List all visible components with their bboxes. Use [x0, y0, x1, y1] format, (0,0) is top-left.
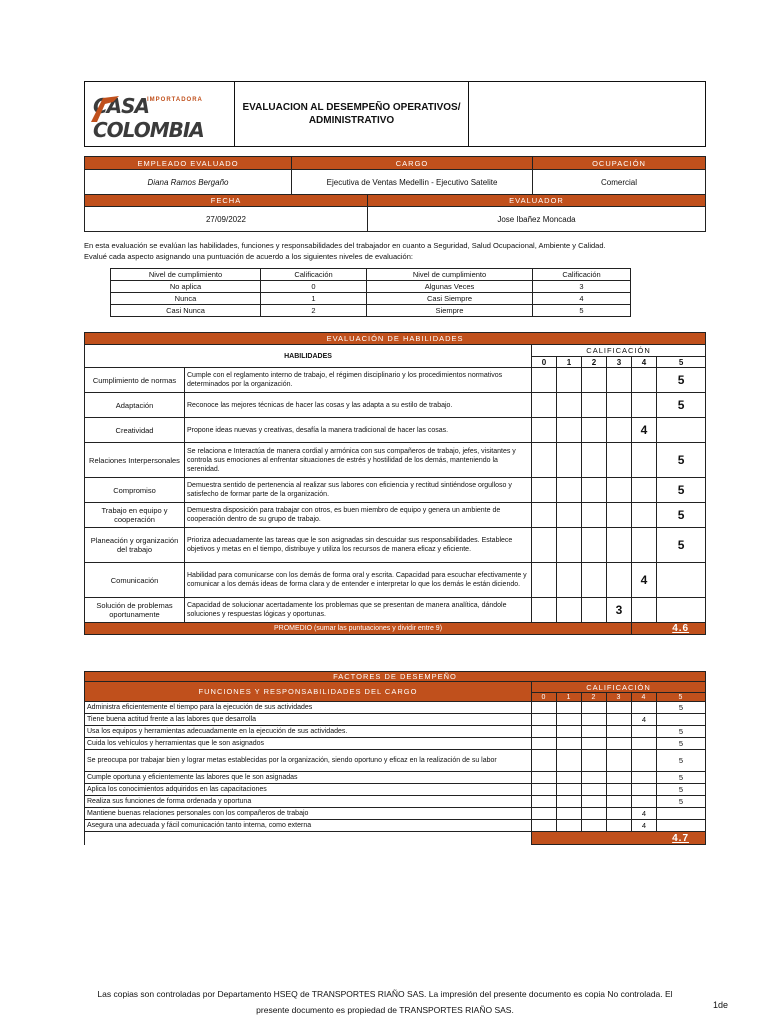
factor-row	[85, 808, 706, 820]
factor-desc: Asegura una adecuada y fácil comunicación tanto interna, como externa	[85, 820, 532, 832]
scale-cell: No aplica	[111, 281, 261, 293]
score-header: 0	[532, 693, 557, 702]
score-cell	[557, 418, 582, 443]
score-cell	[557, 702, 582, 714]
score-cell: 3	[607, 598, 632, 623]
score-cell	[632, 503, 657, 528]
habilidad-row	[85, 393, 706, 418]
habilidad-name: Compromiso	[85, 478, 185, 503]
score-cell	[582, 714, 607, 726]
scale-header: Nivel de cumplimiento	[367, 269, 533, 281]
score-cell	[607, 772, 632, 784]
factor-row	[85, 784, 706, 796]
habilidad-row	[85, 563, 706, 598]
score-cell	[657, 598, 706, 623]
habilidad-row	[85, 503, 706, 528]
habilidades-col-title: HABILIDADES	[85, 345, 532, 368]
score-cell	[532, 784, 557, 796]
score-cell	[632, 750, 657, 772]
score-header: 4	[632, 357, 657, 368]
evaluador-label: EVALUADOR	[368, 195, 706, 207]
score-cell	[607, 738, 632, 750]
habilidad-desc: Capacidad de solucionar acertadamente los problemas que se presentan de manera analítica, dándole soluciones y respuestas lógicas y oportunas.	[185, 598, 532, 623]
score-cell	[582, 808, 607, 820]
factor-row	[85, 772, 706, 784]
factor-desc: Se preocupa por trabajar bien y lograr metas establecidas por la organización, siendo oportuno y eficaz en la realización de su labor	[85, 750, 532, 772]
score-cell	[582, 528, 607, 563]
scale-cell: Nunca	[111, 293, 261, 305]
cargo-label: CARGO	[292, 157, 533, 170]
score-cell	[557, 738, 582, 750]
factores-promedio-value: 4.7	[532, 832, 706, 845]
score-cell	[532, 368, 557, 393]
habilidad-desc: Demuestra disposición para trabajar con otros, es buen miembro de equipo y genera un ambiente de cooperación dentro de su grupo de trabajo.	[185, 503, 532, 528]
factor-desc: Tiene buena actitud frente a las labores que desarrolla	[85, 714, 532, 726]
score-cell	[532, 796, 557, 808]
habilidad-row	[85, 598, 706, 623]
score-cell	[557, 714, 582, 726]
score-cell	[657, 563, 706, 598]
score-cell	[582, 738, 607, 750]
logo-icon	[89, 92, 129, 124]
document-header	[84, 81, 706, 147]
scale-cell: Algunas Veces	[367, 281, 533, 293]
score-cell: 4	[632, 820, 657, 832]
score-cell: 5	[657, 368, 706, 393]
empleado-label: EMPLEADO EVALUADO	[85, 157, 292, 170]
score-cell	[532, 738, 557, 750]
score-cell	[557, 750, 582, 772]
score-cell: 5	[657, 772, 706, 784]
score-cell	[557, 808, 582, 820]
score-cell	[582, 393, 607, 418]
scale-cell: 0	[261, 281, 367, 293]
habilidad-name: Comunicación	[85, 563, 185, 598]
scale-cell: 4	[533, 293, 631, 305]
score-header: 3	[607, 357, 632, 368]
factor-desc: Mantiene buenas relaciones personales con los compañeros de trabajo	[85, 808, 532, 820]
score-header: 5	[657, 357, 706, 368]
score-cell	[532, 443, 557, 478]
score-cell	[532, 598, 557, 623]
scale-cell: 3	[533, 281, 631, 293]
score-header: 3	[607, 693, 632, 702]
score-cell	[582, 418, 607, 443]
score-cell	[582, 796, 607, 808]
habilidad-row	[85, 443, 706, 478]
score-cell	[532, 503, 557, 528]
score-cell	[582, 726, 607, 738]
score-cell	[582, 368, 607, 393]
score-cell: 5	[657, 702, 706, 714]
scale-cell: 1	[261, 293, 367, 305]
score-cell	[532, 772, 557, 784]
score-cell: 5	[657, 528, 706, 563]
score-cell	[632, 784, 657, 796]
score-cell	[557, 726, 582, 738]
ocupacion-label: OCUPACIÓN	[533, 157, 706, 170]
score-cell	[582, 784, 607, 796]
score-cell	[632, 796, 657, 808]
score-cell	[557, 368, 582, 393]
habilidad-name: Creatividad	[85, 418, 185, 443]
score-cell	[557, 528, 582, 563]
intro-text	[84, 240, 714, 262]
score-cell	[607, 443, 632, 478]
promedio-label: PROMEDIO (sumar las puntuaciones y dividir entre 9)	[85, 623, 632, 635]
score-cell	[532, 563, 557, 598]
score-cell	[632, 393, 657, 418]
factores-blank-cell	[85, 832, 532, 845]
score-cell	[557, 503, 582, 528]
score-cell	[582, 443, 607, 478]
habilidad-desc: Demuestra sentido de pertenencia al realizar sus labores con eficiencia y rectitud sintiéndose orgulloso y satisfecho de formar parte de la organización.	[185, 478, 532, 503]
score-header: 1	[557, 693, 582, 702]
page-number: 1de	[712, 1000, 728, 1010]
habilidad-desc: Prioriza adecuadamente las tareas que le son asignadas sin descuidar sus responsabilidades. Establece objetivos y metas en el tiempo, distribuye y utiliza los recursos de manera eficaz y eficiente.	[185, 528, 532, 563]
score-cell	[532, 702, 557, 714]
scale-header: Nivel de cumplimiento	[111, 269, 261, 281]
score-cell: 5	[657, 750, 706, 772]
habilidad-desc: Propone ideas nuevas y creativas, desafía la manera tradicional de hacer las cosas.	[185, 418, 532, 443]
scale-cell: Casi Siempre	[367, 293, 533, 305]
score-cell	[657, 418, 706, 443]
footer-line-1: Las copias son controladas por Departamento HSEQ de TRANSPORTES RIAÑO SAS. La impresión del presente documento es copia No controlada. El	[97, 989, 673, 999]
promedio-value: 4.6	[632, 623, 706, 635]
document-title: EVALUACION AL DESEMPEÑO OPERATIVOS/ ADMINISTRATIVO	[242, 102, 461, 126]
score-cell	[607, 563, 632, 598]
score-cell: 4	[632, 563, 657, 598]
score-cell: 5	[657, 503, 706, 528]
factores-col-title: FUNCIONES Y RESPONSABILIDADES DEL CARGO	[85, 682, 532, 702]
evaluador-value: Jose Ibañez Moncada	[368, 207, 706, 232]
habilidad-name: Cumplimiento de normas	[85, 368, 185, 393]
score-cell	[657, 820, 706, 832]
score-cell: 5	[657, 478, 706, 503]
score-cell	[532, 528, 557, 563]
score-cell	[582, 820, 607, 832]
score-header: 0	[532, 357, 557, 368]
habilidad-row	[85, 478, 706, 503]
habilidades-section-title: EVALUACIÓN DE HABILIDADES	[85, 333, 706, 345]
score-cell	[607, 368, 632, 393]
score-cell	[532, 808, 557, 820]
score-cell	[632, 368, 657, 393]
habilidad-row	[85, 418, 706, 443]
habilidades-table	[84, 332, 706, 635]
score-cell	[607, 528, 632, 563]
score-cell	[607, 726, 632, 738]
scale-cell: Casi Nunca	[111, 305, 261, 317]
score-cell	[532, 478, 557, 503]
score-header: 5	[657, 693, 706, 702]
factor-desc: Aplica los conocimientos adquiridos en las capacitaciones	[85, 784, 532, 796]
factor-desc: Cumple oportuna y eficientemente las labores que le son asignadas	[85, 772, 532, 784]
score-cell	[607, 820, 632, 832]
habilidad-desc: Cumple con el reglamento interno de trabajo, el régimen disciplinario y los procedimientos normativos determinados por la organización.	[185, 368, 532, 393]
score-header: 4	[632, 693, 657, 702]
intro-line-1: En esta evaluación se evalúan las habilidades, funciones y responsabilidades del trabajador en cuanto a Seguridad, Salud Ocupacional, Ambiente y Calidad.	[84, 241, 606, 250]
score-cell	[532, 750, 557, 772]
score-cell: 5	[657, 726, 706, 738]
score-cell	[632, 772, 657, 784]
score-header: 2	[582, 693, 607, 702]
fecha-value: 27/09/2022	[85, 207, 368, 232]
habilidad-desc: Se relaciona e Interactúa de manera cordial y armónica con sus compañeros de trabajo, jefes, visitantes y controla sus emociones al enfrentar situaciones de estrés y hostilidad de los demás, manteniendo la serenidad.	[185, 443, 532, 478]
factor-desc: Cuida los vehículos y herramientas que le son asignados	[85, 738, 532, 750]
score-cell: 4	[632, 714, 657, 726]
factores-calificacion-title: CALIFICACIÓN	[532, 682, 706, 693]
score-cell	[657, 808, 706, 820]
score-cell	[557, 478, 582, 503]
score-cell	[607, 796, 632, 808]
calificacion-title: CALIFICACIÓN	[532, 345, 706, 357]
logo-cell	[85, 82, 235, 147]
score-cell	[582, 598, 607, 623]
score-cell	[632, 726, 657, 738]
score-cell	[607, 418, 632, 443]
cargo-value: Ejecutiva de Ventas Medellin - Ejecutivo Satelite	[292, 170, 533, 195]
score-cell	[632, 443, 657, 478]
factor-row	[85, 820, 706, 832]
score-cell	[607, 478, 632, 503]
score-cell	[532, 820, 557, 832]
score-cell	[632, 478, 657, 503]
header-blank-cell	[469, 82, 706, 147]
intro-line-2: Evalué cada aspecto asignando una puntuación de acuerdo a los siguientes niveles de evaluación:	[84, 252, 413, 261]
score-cell	[632, 528, 657, 563]
score-cell: 5	[657, 443, 706, 478]
score-cell	[632, 738, 657, 750]
score-cell: 5	[657, 393, 706, 418]
habilidad-row	[85, 368, 706, 393]
habilidad-row	[85, 528, 706, 563]
score-cell: 5	[657, 784, 706, 796]
score-cell	[557, 784, 582, 796]
factor-desc: Usa los equipos y herramientas adecuadamente en la ejecución de sus actividades.	[85, 726, 532, 738]
score-cell	[582, 772, 607, 784]
score-cell	[532, 393, 557, 418]
document-title-cell	[235, 82, 469, 147]
factor-row	[85, 726, 706, 738]
score-cell	[557, 598, 582, 623]
factor-row	[85, 750, 706, 772]
score-header: 1	[557, 357, 582, 368]
score-cell: 4	[632, 418, 657, 443]
score-cell: 4	[632, 808, 657, 820]
habilidad-desc: Reconoce las mejores técnicas de hacer las cosas y las adapta a su estilo de trabajo.	[185, 393, 532, 418]
factor-row	[85, 714, 706, 726]
score-cell	[532, 714, 557, 726]
score-cell	[607, 714, 632, 726]
score-cell: 5	[657, 738, 706, 750]
score-cell	[607, 750, 632, 772]
score-cell	[557, 772, 582, 784]
score-cell	[607, 393, 632, 418]
score-cell	[607, 784, 632, 796]
factor-row	[85, 796, 706, 808]
score-cell	[582, 702, 607, 714]
score-cell	[557, 443, 582, 478]
score-cell	[557, 393, 582, 418]
empleado-value: Diana Ramos Bergaño	[85, 170, 292, 195]
score-cell	[607, 503, 632, 528]
score-header: 2	[582, 357, 607, 368]
footer	[40, 986, 730, 1018]
score-cell	[607, 702, 632, 714]
score-cell	[582, 503, 607, 528]
scale-header: Calificación	[533, 269, 631, 281]
factores-section-title: FACTORES DE DESEMPEÑO	[85, 672, 706, 682]
employee-info-table	[84, 156, 706, 232]
scale-header: Calificación	[261, 269, 367, 281]
score-cell	[632, 598, 657, 623]
footer-line-2: presente documento es propiedad de TRANSPORTES RIAÑO SAS.	[256, 1005, 514, 1015]
score-cell	[632, 702, 657, 714]
fecha-label: FECHA	[85, 195, 368, 207]
ocupacion-value: Comercial	[533, 170, 706, 195]
habilidad-name: Solución de problemas oportunamente	[85, 598, 185, 623]
scale-cell: 2	[261, 305, 367, 317]
score-cell	[557, 820, 582, 832]
scale-cell: 5	[533, 305, 631, 317]
factores-table	[84, 671, 706, 845]
factor-desc: Realiza sus funciones de forma ordenada y oportuna	[85, 796, 532, 808]
scale-table	[110, 268, 631, 317]
habilidad-name: Adaptación	[85, 393, 185, 418]
habilidad-name: Planeación y organización del trabajo	[85, 528, 185, 563]
score-cell	[657, 714, 706, 726]
score-cell	[582, 563, 607, 598]
score-cell	[557, 796, 582, 808]
habilidad-name: Trabajo en equipo y cooperación	[85, 503, 185, 528]
score-cell	[557, 563, 582, 598]
logo-subtitle: IMPORTADORA	[147, 97, 203, 103]
habilidad-desc: Habilidad para comunicarse con los demás de forma oral y escrita. Capacidad para escuchar efectivamente y comunicar a los demás ideas de forma clara y de entender e interpretar lo que los demás le están diciendo.	[185, 563, 532, 598]
logo: CASA COLOMBIA	[93, 94, 204, 142]
habilidad-name: Relaciones Interpersonales	[85, 443, 185, 478]
factor-row	[85, 702, 706, 714]
score-cell	[607, 808, 632, 820]
score-cell	[582, 478, 607, 503]
score-cell: 5	[657, 796, 706, 808]
factor-row	[85, 738, 706, 750]
score-cell	[532, 726, 557, 738]
score-cell	[582, 750, 607, 772]
factor-desc: Administra eficientemente el tiempo para la ejecución de sus actividades	[85, 702, 532, 714]
score-cell	[532, 418, 557, 443]
scale-cell: Siempre	[367, 305, 533, 317]
